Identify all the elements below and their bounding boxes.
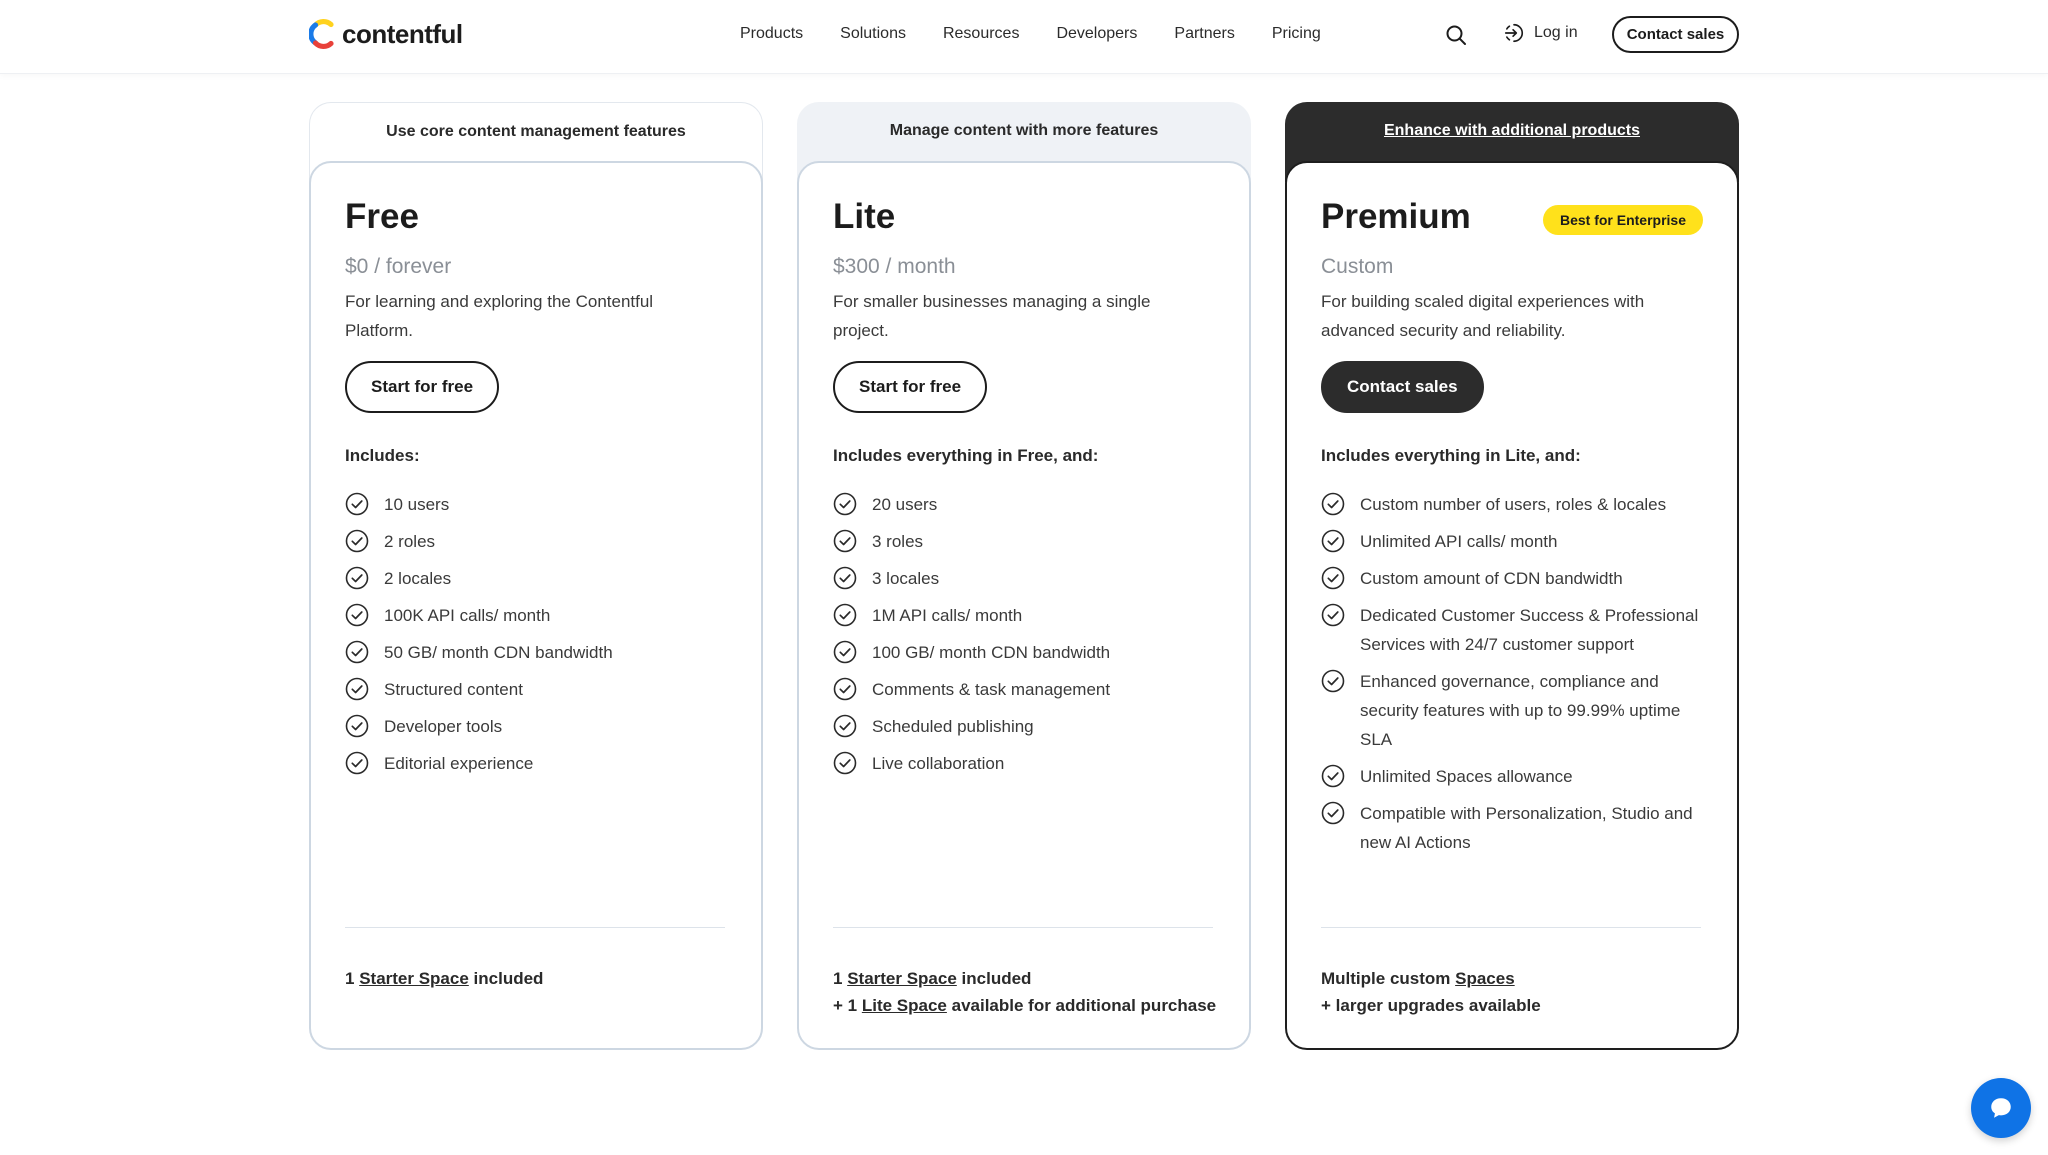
plan-footer: [345, 965, 543, 992]
feature-item: [1321, 527, 1701, 556]
feature-text: 2 roles: [384, 532, 436, 551]
feature-text: 1M API calls/ month: [872, 606, 1023, 625]
plan-tab-label: Manage content with more features: [889, 122, 1159, 139]
includes-heading: Includes:: [345, 446, 420, 465]
footer-text: included: [468, 969, 544, 988]
feature-text: Developer tools: [384, 717, 503, 736]
feature-item: [833, 564, 1213, 593]
check-circle-icon: [833, 751, 857, 775]
feature-text: Dedicated Customer Success & Professional Services with 24/7 customer support: [1360, 606, 1699, 654]
footer-text: + 1: [833, 996, 862, 1015]
lite-space-link[interactable]: Lite Space: [861, 996, 947, 1015]
feature-text: Enhanced governance, compliance and security features with up to 99.99% uptime SLA: [1360, 672, 1681, 749]
chat-bubble-icon: [1988, 1095, 2014, 1121]
feature-text: 3 roles: [872, 532, 924, 551]
footer-text: available for additional purchase: [946, 996, 1217, 1015]
feature-text: 20 users: [872, 495, 938, 514]
feature-text: Unlimited API calls/ month: [1360, 532, 1558, 551]
feature-item: [833, 601, 1213, 630]
footer-text: 1: [833, 969, 848, 988]
feature-item: [1321, 667, 1701, 754]
feature-text: Custom amount of CDN bandwidth: [1360, 569, 1623, 588]
main-nav: [740, 24, 1358, 44]
check-circle-icon: [1321, 603, 1345, 627]
plan-description: For building scaled digital experiences with advanced security and reliability.: [1321, 292, 1645, 340]
nav-item-products[interactable]: Products: [740, 25, 804, 42]
enterprise-badge: Best for Enterprise: [1543, 205, 1703, 235]
footer-text: Multiple custom: [1321, 969, 1456, 988]
footer-text: + larger upgrades available: [1321, 996, 1541, 1015]
plan-card: [797, 161, 1251, 1050]
feature-item: [345, 675, 725, 704]
plan-price: $300 / month: [833, 255, 956, 278]
check-circle-icon: [1321, 492, 1345, 516]
feature-item: [1321, 762, 1701, 791]
feature-text: 3 locales: [872, 569, 940, 588]
feature-item: [345, 564, 725, 593]
plan-free: [309, 102, 763, 1050]
feature-list: [833, 490, 1213, 786]
contact-sales-button[interactable]: Contact sales: [1612, 16, 1739, 53]
feature-item: [833, 712, 1213, 741]
check-circle-icon: [1321, 801, 1345, 825]
check-circle-icon: [345, 529, 369, 553]
feature-text: Scheduled publishing: [872, 717, 1034, 736]
feature-text: Unlimited Spaces allowance: [1360, 767, 1573, 786]
feature-text: 10 users: [384, 495, 450, 514]
plan-name: Premium: [1321, 197, 1471, 236]
feature-item: [1321, 601, 1701, 659]
check-circle-icon: [345, 751, 369, 775]
feature-text: Live collaboration: [872, 754, 1005, 773]
plan-price: $0 / forever: [345, 255, 452, 278]
feature-text: 2 locales: [384, 569, 452, 588]
feature-item: [833, 749, 1213, 778]
feature-item: [833, 527, 1213, 556]
brand-name: contentful: [342, 18, 463, 49]
check-circle-icon: [833, 492, 857, 516]
feature-text: Compatible with Personalization, Studio and new AI Actions: [1360, 804, 1693, 852]
plan-card: [1285, 161, 1739, 1050]
check-circle-icon: [345, 677, 369, 701]
login-link[interactable]: [1503, 22, 1578, 44]
plan-description: For smaller businesses managing a single project.: [833, 292, 1151, 340]
check-circle-icon: [345, 640, 369, 664]
check-circle-icon: [833, 529, 857, 553]
check-circle-icon: [833, 677, 857, 701]
feature-item: [345, 638, 725, 667]
plan-name: Free: [345, 197, 419, 236]
site-header: [0, 0, 2048, 74]
contentful-logo[interactable]: [309, 16, 463, 52]
plan-footer: [833, 965, 1216, 1019]
feature-item: [833, 675, 1213, 704]
feature-item: [1321, 564, 1701, 593]
enhance-products-link[interactable]: Enhance with additional products: [1383, 122, 1640, 139]
check-circle-icon: [345, 566, 369, 590]
feature-item: [345, 490, 725, 519]
feature-text: Structured content: [384, 680, 523, 699]
footer-text: 1: [345, 969, 360, 988]
plan-card: [309, 161, 763, 1050]
check-circle-icon: [833, 603, 857, 627]
feature-text: 100 GB/ month CDN bandwidth: [872, 643, 1111, 662]
login-label: Log in: [1534, 24, 1578, 41]
feature-text: 100K API calls/ month: [384, 606, 551, 625]
feature-item: [833, 490, 1213, 519]
feature-item: [345, 749, 725, 778]
feature-list: [345, 490, 725, 786]
feature-text: 50 GB/ month CDN bandwidth: [384, 643, 613, 662]
starter-space-link[interactable]: Starter Space: [847, 969, 957, 988]
plan-description: For learning and exploring the Contentful Platform.: [345, 292, 654, 340]
check-circle-icon: [833, 640, 857, 664]
feature-item: [345, 712, 725, 741]
includes-heading: Includes everything in Free, and:: [833, 446, 1099, 465]
check-circle-icon: [833, 566, 857, 590]
nav-item-pricing[interactable]: Pricing: [1271, 25, 1321, 42]
plan-lite: [797, 102, 1251, 1050]
nav-item-resources[interactable]: Resources: [942, 25, 1020, 42]
plan-footer: [1321, 965, 1541, 1019]
divider: [833, 927, 1213, 928]
start-for-free-button[interactable]: Start for free: [833, 361, 987, 413]
login-icon: [1503, 22, 1525, 44]
divider: [345, 927, 725, 928]
feature-item: [1321, 490, 1701, 519]
feature-item: [345, 601, 725, 630]
divider: [1321, 927, 1701, 928]
includes-heading: Includes everything in Lite, and:: [1321, 446, 1581, 465]
feature-list: [1321, 490, 1701, 865]
check-circle-icon: [1321, 566, 1345, 590]
nav-item-solutions[interactable]: Solutions: [840, 25, 906, 42]
plan-premium: [1285, 102, 1739, 1050]
footer-text: included: [956, 969, 1032, 988]
check-circle-icon: [1321, 764, 1345, 788]
check-circle-icon: [1321, 669, 1345, 693]
plan-price: Custom: [1321, 255, 1394, 278]
feature-text: Comments & task management: [872, 680, 1111, 699]
nav-item-developers[interactable]: Developers: [1056, 25, 1138, 42]
feature-text: Editorial experience: [384, 754, 534, 773]
feature-item: [345, 527, 725, 556]
nav-item-partners[interactable]: Partners: [1174, 25, 1235, 42]
starter-space-link[interactable]: Starter Space: [359, 969, 469, 988]
plan-name: Lite: [833, 197, 896, 236]
plan-tab-label: Use core content management features: [386, 123, 686, 140]
spaces-link[interactable]: Spaces: [1455, 969, 1515, 988]
search-icon[interactable]: [1444, 23, 1468, 47]
feature-item: [833, 638, 1213, 667]
check-circle-icon: [345, 714, 369, 738]
check-circle-icon: [1321, 529, 1345, 553]
check-circle-icon: [345, 603, 369, 627]
check-circle-icon: [833, 714, 857, 738]
contact-sales-button[interactable]: Contact sales: [1321, 361, 1484, 413]
chat-button[interactable]: [1971, 1078, 2031, 1138]
start-for-free-button[interactable]: Start for free: [345, 361, 499, 413]
check-circle-icon: [345, 492, 369, 516]
feature-item: [1321, 799, 1701, 857]
contentful-logo-icon: [309, 18, 339, 50]
feature-text: Custom number of users, roles & locales: [1360, 495, 1667, 514]
